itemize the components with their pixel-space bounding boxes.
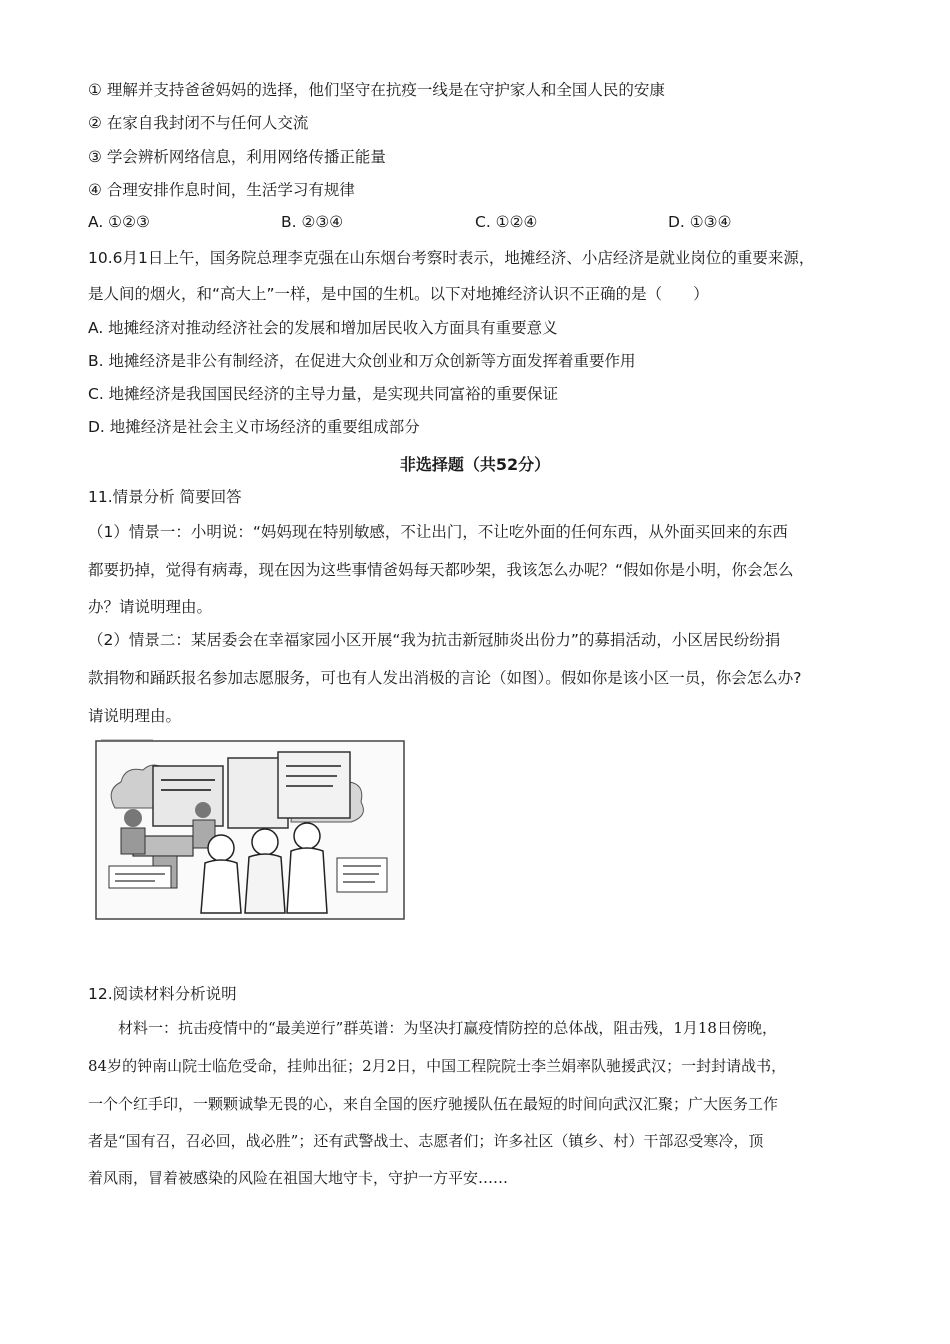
section-title: 非选择题（共52分） xyxy=(399,455,551,474)
q9-option-b: B. ②③④ xyxy=(281,213,344,231)
q11-s2-line1: （2）情景二：某居委会在幸福家园小区开展“我为抗击新冠肺炎出份力”的募捐活动，小区居民纷纷捐 xyxy=(88,631,781,649)
q11-s2-line2: 款捐物和踊跃报名参加志愿服务，可也有人发出消极的言论（如图）。假如你是该小区一员，你会怎么办? xyxy=(88,669,802,687)
q9-item-1: ① 理解并支持爸爸妈妈的选择，他们坚守在抗疫一线是在守护家人和全国人民的安康 xyxy=(88,81,665,99)
q12-title: 12.阅读材料分析说明 xyxy=(88,985,237,1003)
q11-s1-line2: 都要扔掉，觉得有病毒，现在因为这些事情爸妈每天都吵架，我该怎么办呢？“假如你是小明，你会怎么 xyxy=(88,561,794,579)
q9-option-a: A. ①②③ xyxy=(88,213,150,231)
q12-material-line4: 者是“国有召，召必回，战必胜”；还有武警战士、志愿者们；许多社区（镇乡、村）干部忍受寒冷，顶 xyxy=(88,1132,764,1150)
q10-option-c: C. 地摊经济是我国国民经济的主导力量，是实现共同富裕的重要保证 xyxy=(88,385,559,403)
q9-item-4: ④ 合理安排作息时间，生活学习有规律 xyxy=(88,181,355,199)
q10-stem-line2: 是人间的烟火，和“高大上”一样，是中国的生机。以下对地摊经济认识不正确的是（ ） xyxy=(88,285,709,303)
q9-option-c: C. ①②④ xyxy=(475,213,538,231)
q10-option-a: A. 地摊经济对推动经济社会的发展和增加居民收入方面具有重要意义 xyxy=(88,319,558,337)
q9-option-d: D. ①③④ xyxy=(668,213,732,231)
q12-material-line2: 84岁的钟南山院士临危受命，挂帅出征；2月2日，中国工程院院士李兰娟率队驰援武汉；一封封请战书， xyxy=(88,1057,787,1075)
q10-stem-line1: 10.6月1日上午，国务院总理李克强在山东烟台考察时表示，地摊经济、小店经济是就业岗位的重要来源， xyxy=(88,249,815,267)
q12-material-line1: 材料一：抗击疫情中的“最美逆行”群英谱：为坚决打赢疫情防控的总体战，阻击残，1月18日傍晚， xyxy=(118,1019,777,1037)
q11-s1-line1: （1）情景一：小明说：“妈妈现在特别敏感，不让出门，不让吃外面的任何东西，从外面买回来的东西 xyxy=(88,523,788,541)
q10-option-b: B. 地摊经济是非公有制经济，在促进大众创业和万众创新等方面发挥着重要作用 xyxy=(88,352,636,370)
q12-material-line5: 着风雨，冒着被感染的风险在祖国大地守卡，守护一方平安…… xyxy=(88,1169,509,1187)
q9-item-2: ② 在家自我封闭不与任何人交流 xyxy=(88,114,309,132)
q11-s1-line3: 办？请说明理由。 xyxy=(88,598,213,616)
q11-title: 11.情景分析 简要回答 xyxy=(88,488,242,506)
q10-option-d: D. 地摊经济是社会主义市场经济的重要组成部分 xyxy=(88,418,420,436)
q11-illustration xyxy=(93,738,409,924)
q9-item-3: ③ 学会辨析网络信息，利用网络传播正能量 xyxy=(88,148,386,166)
q11-s2-line3: 请说明理由。 xyxy=(88,707,182,725)
q9-options xyxy=(88,213,828,235)
q12-material-line3: 一个个红手印，一颗颗诚挚无畏的心，来自全国的医疗驰援队伍在最短的时间向武汉汇聚；广大医务工作 xyxy=(88,1095,779,1113)
